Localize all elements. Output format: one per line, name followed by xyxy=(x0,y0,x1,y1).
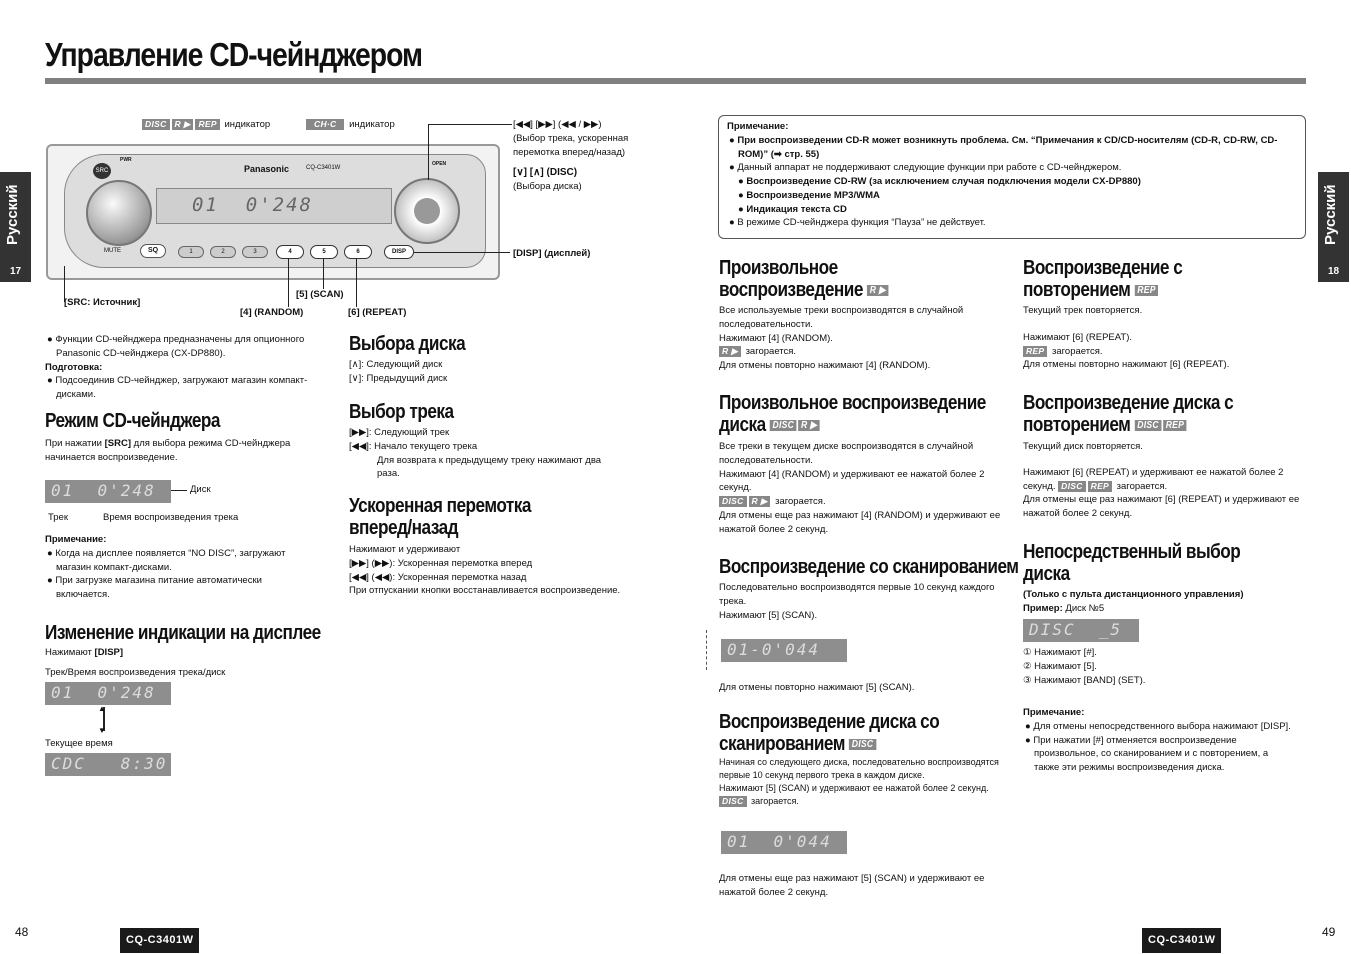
callout-track-keys-desc: (Выбор трека, ускоренная перемотка вперед/назад) xyxy=(513,133,629,158)
random-indicator: R ▶ загорается. xyxy=(719,345,1004,359)
scan-cancel: Для отмены повторно нажимают [5] (SCAN). xyxy=(719,682,915,693)
ff-text xyxy=(349,543,624,598)
disc-repeat-press: Нажимают [6] (REPEAT) и удерживают ее нажатой более 2 секунд. DISC REP загорается. xyxy=(1023,466,1284,492)
heading-direct-1: Непосредственный выбор xyxy=(1023,541,1241,563)
heading-disc-random-1: Произвольное воспроизведение xyxy=(719,392,986,414)
callout-line xyxy=(428,124,429,180)
note-item: ● При нажатии [#] отменяется воспроизведение произвольное, со сканированием и с повторением, а также эти режимы воспроизведения диска. xyxy=(1025,734,1269,774)
sq-button[interactable]: SQ xyxy=(140,244,166,258)
ff-hold: Нажимают и удерживают xyxy=(349,544,461,555)
side-tab-left-number: 17 xyxy=(9,266,22,278)
random-desc: Все используемые треки воспроизводятся в случайной последовательности. xyxy=(719,305,964,330)
heading-display-change: Изменение индикации на дисплее xyxy=(45,622,321,644)
direct-note xyxy=(1023,706,1293,775)
callout-line xyxy=(171,490,187,491)
left-column xyxy=(45,333,330,402)
disp-press: Нажимают [DISP] xyxy=(45,647,124,658)
ff-back: [◀◀] (◀◀): Ускоренная перемотка назад xyxy=(349,571,527,583)
scan-press: Нажимают [5] (SCAN). xyxy=(719,609,818,621)
heading-ff-1: Ускоренная перемотка xyxy=(349,495,531,517)
heading-track-select: Выбор трека xyxy=(349,401,454,423)
heading-scan: Воспроизведение со сканированием xyxy=(719,556,1019,578)
disc-scan-text xyxy=(719,756,1004,808)
note-subitem: ● Воспроизведение CD-RW (за исключением случая подключения модели CX-DP880) xyxy=(738,176,1141,188)
label-track: Трек xyxy=(48,512,68,523)
direct-step: ③ Нажимают [BAND] (SET). xyxy=(1023,674,1146,686)
right-note xyxy=(727,120,1297,230)
preset-2-button[interactable]: 2 xyxy=(210,246,236,258)
preset-3-button[interactable]: 3 xyxy=(242,246,268,258)
disp-button[interactable]: DISP xyxy=(384,245,414,259)
label-time: Время воспроизведения трека xyxy=(103,512,239,523)
callout-scan: [5] (SCAN) xyxy=(296,289,344,300)
title-rule xyxy=(45,78,1306,84)
repeat-cancel: Для отмены повторно нажимают [6] (REPEAT). xyxy=(1023,359,1230,371)
spacer xyxy=(1023,318,1308,331)
note-item: ● Для отмены непосредственного выбора нажимают [DISP]. xyxy=(1025,720,1291,732)
side-tab-right-number: 18 xyxy=(1327,266,1340,278)
heading-ff-2: вперед/назад xyxy=(349,517,459,539)
note-item: ● При воспроизведении CD-R может возникнуть проблема. См. “Примечания к CD/CD-носителям (CD-R, CD-RW, CD-ROM)” (➡ стр. 55) xyxy=(729,134,1278,160)
disc-select-text xyxy=(349,358,619,386)
open-label: OPEN xyxy=(432,161,447,167)
note-subitem: ● Воспроизведение MP3/WMA xyxy=(738,189,880,201)
track-begin: [◀◀]: Начало текущего трека xyxy=(349,440,478,452)
model-small-label: CQ-C3401W xyxy=(306,165,341,171)
random-text xyxy=(719,304,1004,373)
repeat-press: Нажимают [6] (REPEAT). xyxy=(1023,331,1132,343)
disc-random-cancel: Для отмены еще раз нажимают [4] (RANDOM) и удерживают ее нажатой более 2 секунд. xyxy=(719,509,1001,535)
note-title: Примечание: xyxy=(45,534,107,545)
direct-steps xyxy=(1023,646,1308,687)
note-item: ● При загрузке магазина питание автоматически включается. xyxy=(47,575,262,601)
label-disc: Диск xyxy=(190,484,211,495)
lcd-direct: DISC _5 xyxy=(1023,619,1139,642)
page-number-left: 48 xyxy=(15,925,29,939)
blink-mark xyxy=(706,630,736,670)
random-press: Нажимают [4] (RANDOM). xyxy=(719,332,833,344)
scan-desc: Последовательно воспроизводятся первые 10 секунд каждого трека. xyxy=(719,582,995,607)
disc-next: [∧]: Следующий диск xyxy=(349,359,443,370)
random-cancel: Для отмены повторно нажимают [4] (RANDOM). xyxy=(719,360,931,372)
intro-text: ● Функции CD-чейнджера предназначены для опционного Panasonic CD-чейнджера (CX-DP880). xyxy=(47,334,305,359)
track-next: [▶▶]: Следующий трек xyxy=(349,427,450,438)
disc-repeat-desc: Текущий диск повторяется. xyxy=(1023,441,1143,452)
note-item: ● Данный аппарат не поддерживают следующие функции при работе с CD-чейнджером. xyxy=(729,162,1122,174)
note-item: ● В режиме CD-чейнджера функция “Пауза” не действует. xyxy=(729,217,986,229)
track-prev-hint: Для возврата к предыдущему треку нажимают два раза. xyxy=(377,454,602,480)
disc-random-indicator: DISC R ▶ загорается. xyxy=(719,495,1004,509)
note-item: ● Когда на дисплее появляется “NO DISC”, загружают магазин компакт-дисками. xyxy=(47,547,286,573)
page-title: Управление CD-чейнджером xyxy=(45,36,422,73)
band-button[interactable] xyxy=(414,198,440,224)
disc-repeat-cancel: Для отмены еще раз нажимают [6] (REPEAT) и удерживают ее нажатой более 2 секунд. xyxy=(1023,494,1300,520)
left-note xyxy=(45,533,315,602)
heading-direct-2: диска xyxy=(1023,563,1070,585)
side-tab-left xyxy=(0,172,31,282)
lcd-disc-scan: 01 0'044 xyxy=(721,831,847,854)
callout-disc-keys-desc: (Выбора диска) xyxy=(513,181,582,192)
src-button[interactable]: SRC xyxy=(93,163,111,179)
disc-scan-press: Нажимают [5] (SCAN) и удерживают ее нажатой более 2 секунд. DISC загорается. xyxy=(719,783,989,807)
heading-disc-scan-1: Воспроизведение диска со xyxy=(719,711,940,733)
callout-line xyxy=(323,259,324,289)
ff-release: При отпускании кнопки восстанавливается воспроизведение. xyxy=(349,585,621,597)
random-button[interactable]: 4 xyxy=(276,245,304,259)
callout-src: [SRC: Источник] xyxy=(64,297,141,308)
disp-label-1: Трек/Время воспроизведения трека/диск xyxy=(45,667,226,678)
callout-disc-keys: [∨] [∧] (DISC) xyxy=(513,167,578,178)
model-badge-left: CQ-C3401W xyxy=(120,928,199,953)
heading-disc-repeat-1: Воспроизведение диска с xyxy=(1023,392,1234,414)
callout-repeat: [6] (REPEAT) xyxy=(348,307,407,318)
disc-scan-cancel: Для отмены еще раз нажимают [5] (SCAN) и удерживают ее нажатой более 2 секунд. xyxy=(719,873,985,898)
callout-line xyxy=(414,252,510,253)
volume-knob[interactable] xyxy=(86,180,152,246)
heading-disc-repeat-2: повторением DISC REP xyxy=(1023,414,1188,436)
disc-repeat-text xyxy=(1023,440,1308,521)
prep-title: Подготовка: xyxy=(45,361,103,373)
heading-cd-mode: Режим CD-чейнджера xyxy=(45,410,220,432)
head-unit-diagram xyxy=(44,116,684,326)
mode-text: При нажатии [SRC] для выбора режима CD-чейнджера начинается воспроизведение. xyxy=(45,438,291,463)
mute-label: MUTE xyxy=(104,248,121,254)
callout-disp: [DISP] (дисплей) xyxy=(513,248,591,259)
disc-random-text xyxy=(719,440,1004,536)
preset-1-button[interactable]: 1 xyxy=(178,246,204,258)
heading-random-1: Произвольное xyxy=(719,257,838,279)
callout-line xyxy=(288,259,289,307)
note-title: Примечание: xyxy=(727,121,789,132)
scan-text xyxy=(719,581,1004,622)
lcd-display-1: 01 0'248 xyxy=(45,682,171,705)
heading-random-2: воспроизведение R ▶ xyxy=(719,279,890,301)
note-title: Примечание: xyxy=(1023,707,1085,718)
display-readout: 01 0'248 xyxy=(192,194,313,216)
brand-label: Panasonic xyxy=(244,164,290,174)
track-select-text xyxy=(349,426,624,481)
repeat-button[interactable]: 6 xyxy=(344,245,372,259)
scan-button[interactable]: 5 xyxy=(310,245,338,259)
disp-label-2: Текущее время xyxy=(45,738,113,749)
spacer xyxy=(1023,454,1308,466)
ff-forward: [▶▶] (▶▶): Ускоренная перемотка вперед xyxy=(349,557,533,569)
arrow-down-icon: ▼ xyxy=(98,726,106,735)
side-tab-right-label: Русский xyxy=(1322,184,1339,246)
side-tab-right xyxy=(1318,172,1349,282)
direct-example: Пример: Диск №5 xyxy=(1023,602,1105,614)
callout-random: [4] (RANDOM) xyxy=(240,307,304,318)
direct-remote-only: (Только с пульта дистанционного управления) xyxy=(1023,589,1244,600)
direct-step: ① Нажимают [#]. xyxy=(1023,647,1097,658)
disc-random-desc: Все треки в текущем диске воспроизводятся в случайной последовательности. xyxy=(719,441,974,466)
heading-repeat-2: повторением REP xyxy=(1023,279,1160,301)
note-subitem: ● Индикация текста CD xyxy=(738,203,847,215)
indicator-label-2: CH·C индикатор xyxy=(306,118,395,131)
repeat-text xyxy=(1023,304,1308,372)
model-badge-right: CQ-C3401W xyxy=(1142,928,1221,953)
lcd-scan: 01-0'044 xyxy=(721,639,847,662)
heading-disc-random-2: диска DISC R ▶ xyxy=(719,414,821,436)
page-number-right: 49 xyxy=(1322,925,1336,939)
direct-text xyxy=(1023,588,1308,616)
repeat-indicator: REP загорается. xyxy=(1023,345,1308,359)
side-tab-left-label: Русский xyxy=(4,184,21,246)
indicator-label-1: DISC R ▶ REP индикатор xyxy=(142,118,270,131)
disc-random-press: Нажимают [4] (RANDOM) и удерживают ее нажатой более 2 секунд. xyxy=(719,468,985,494)
callout-track-keys: [◀◀] [▶▶] (◀◀ / ▶▶) xyxy=(513,119,602,130)
repeat-desc: Текущий трек повторяется. xyxy=(1023,305,1143,316)
lcd-display-2: CDC 8:30 xyxy=(45,753,171,776)
callout-line xyxy=(428,124,512,125)
heading-disc-scan-2: сканированием DISC xyxy=(719,733,878,755)
disc-prev: [∨]: Предыдущий диск xyxy=(349,372,448,384)
heading-repeat-1: Воспроизведение с xyxy=(1023,257,1183,279)
prep-text: ● Подсоединив CD-чейнджер, загружают магазин компакт-дисками. xyxy=(47,375,308,401)
direct-step: ② Нажимают [5]. xyxy=(1023,660,1097,672)
arrow-up-icon: ▲ xyxy=(98,704,106,713)
lcd-track-time: 01 0'248 xyxy=(45,480,171,503)
pwr-label: PWR xyxy=(120,157,132,163)
heading-disc-select: Выбора диска xyxy=(349,333,466,355)
disc-scan-desc: Начиная со следующего диска, последовательно воспроизводятся первые 10 секунд первого трека в каждом диске. xyxy=(719,757,999,781)
callout-line xyxy=(356,259,357,307)
